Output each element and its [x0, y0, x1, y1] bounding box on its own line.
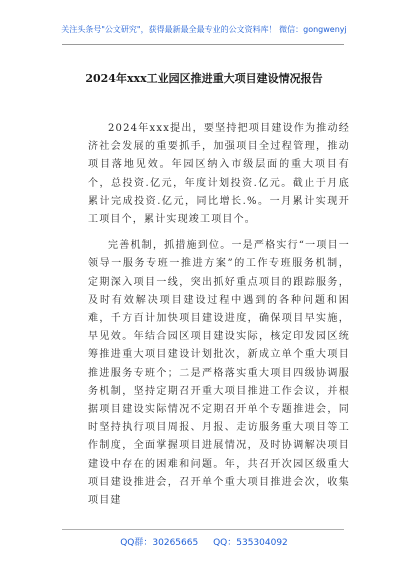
header-promo-text: 关注头条号"公文研究"，获得最新最全最专业的公文资料库！ 微信：gongwenyj	[61, 25, 347, 34]
footer-qq-group: QQ群：30265665	[120, 538, 199, 548]
document-body	[88, 120, 350, 518]
header-divider	[62, 44, 344, 45]
footer-contact	[0, 535, 408, 548]
footer-divider	[62, 529, 344, 530]
footer-qq-number: QQ：535304092	[213, 538, 288, 548]
document-title: 2024年xxx工业园区推进重大项目建设情况报告	[85, 72, 323, 85]
paragraph-2: 完善机制，抓措施到位。一是严格实行“一项目一领导一服务专班一推进方案”的工作专班服务机制，定期深入项目一线，突出抓好重点项目的跟踪服务，及时有效解决项目建设过程中遇到的各种问题和困难，千方百计加快项目建设进度，确保项目早实施，早见效。年结合园区项目建设实际，核定印发园区统筹推进重大项目建设计划批次，新成立单个重大项目推进服务专班个；二是严格落实重大项目四级协调服务机制，坚持定期召开重大项目推进工作会议，并根据项目建设实际情况不定期召开单个专题推进会，同时坚持执行项目周报、月报、走访服务重大项目等工作制度，全面掌握项目进展情况，及时协调解决项目建设中存在的困难和问题。年，共召开次园区级重大项目建设推进会，召开单个重大项目推进会次，收集项目建	[88, 240, 350, 507]
paragraph-1: 2024年xxx提出，要坚持把项目建设作为推动经济社会发展的重要抓手，加强项目全过程管理，推动项目落地见效。年园区纳入市级层面的重大项目有个，总投资.亿元，年度计划投资.亿元。截止于月底累计完成投资.亿元，同比增长.%。一月累计实现开工项目个，累计实现竣工项目个。	[88, 123, 350, 226]
